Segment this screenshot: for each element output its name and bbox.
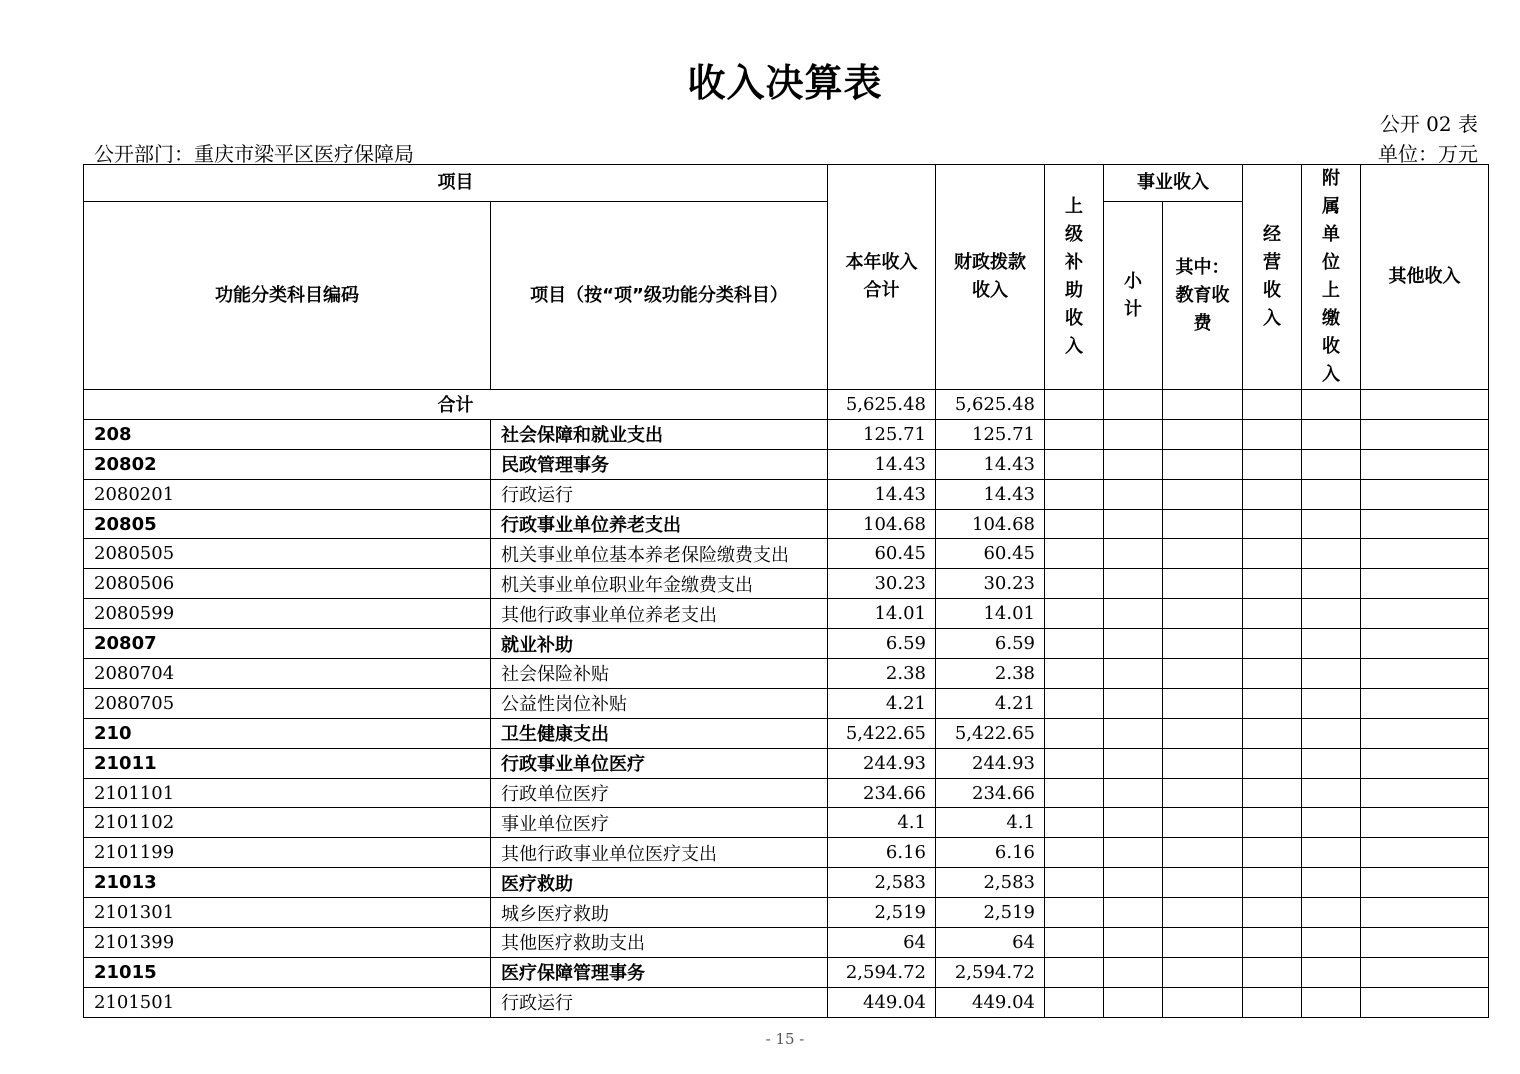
empty-cell xyxy=(1045,987,1104,1017)
empty-cell xyxy=(1302,868,1361,898)
empty-cell xyxy=(1163,928,1243,958)
row-code: 21011 xyxy=(84,748,491,778)
row-name: 行政运行 xyxy=(491,479,828,509)
table-row xyxy=(84,868,1489,898)
header-superior: 上级补助收入 xyxy=(1045,165,1104,390)
total-label: 合计 xyxy=(84,390,828,420)
empty-cell xyxy=(1361,629,1489,659)
empty-cell xyxy=(1302,957,1361,987)
row-fiscal: 2,583 xyxy=(936,868,1045,898)
row-name: 行政单位医疗 xyxy=(491,778,828,808)
empty-cell xyxy=(1104,838,1163,868)
row-name: 事业单位医疗 xyxy=(491,808,828,838)
empty-cell xyxy=(1045,778,1104,808)
empty-cell xyxy=(1045,629,1104,659)
empty-cell xyxy=(1104,688,1163,718)
row-fiscal: 4.1 xyxy=(936,808,1045,838)
row-name: 就业补助 xyxy=(491,629,828,659)
empty-cell xyxy=(1361,957,1489,987)
empty-cell xyxy=(1045,808,1104,838)
empty-cell xyxy=(1243,569,1302,599)
row-fiscal: 2,594.72 xyxy=(936,957,1045,987)
empty-cell xyxy=(1104,509,1163,539)
empty-cell xyxy=(1045,539,1104,569)
empty-cell xyxy=(1104,808,1163,838)
empty-cell xyxy=(1163,449,1243,479)
empty-cell xyxy=(1163,479,1243,509)
row-fiscal: 64 xyxy=(936,928,1045,958)
row-fiscal: 2,519 xyxy=(936,898,1045,928)
row-total: 14.01 xyxy=(828,599,936,629)
row-code: 2080704 xyxy=(84,659,491,689)
row-fiscal: 14.43 xyxy=(936,479,1045,509)
empty-cell xyxy=(1361,748,1489,778)
header-fiscal: 财政拨款收入 xyxy=(936,165,1045,390)
row-code: 21013 xyxy=(84,868,491,898)
empty-cell xyxy=(1243,419,1302,449)
row-total: 234.66 xyxy=(828,778,936,808)
row-fiscal: 244.93 xyxy=(936,748,1045,778)
row-fiscal: 5,422.65 xyxy=(936,718,1045,748)
table-row xyxy=(84,928,1489,958)
empty-cell xyxy=(1045,748,1104,778)
empty-cell xyxy=(1243,539,1302,569)
row-code: 2101399 xyxy=(84,928,491,958)
row-total: 60.45 xyxy=(828,539,936,569)
empty-cell xyxy=(1163,748,1243,778)
empty-cell xyxy=(1243,987,1302,1017)
row-code: 20805 xyxy=(84,509,491,539)
row-total: 2.38 xyxy=(828,659,936,689)
row-fiscal: 60.45 xyxy=(936,539,1045,569)
row-total: 2,519 xyxy=(828,898,936,928)
empty-cell xyxy=(1045,449,1104,479)
page-number: - 15 - xyxy=(765,1030,805,1048)
row-fiscal: 125.71 xyxy=(936,419,1045,449)
row-total: 6.59 xyxy=(828,629,936,659)
row-fiscal: 4.21 xyxy=(936,688,1045,718)
empty-cell xyxy=(1163,898,1243,928)
row-code: 21015 xyxy=(84,957,491,987)
table-row xyxy=(84,898,1489,928)
table-row xyxy=(84,718,1489,748)
row-total: 4.1 xyxy=(828,808,936,838)
empty-cell xyxy=(1243,748,1302,778)
table-row xyxy=(84,569,1489,599)
empty-cell xyxy=(1163,808,1243,838)
empty-cell xyxy=(1045,569,1104,599)
empty-cell xyxy=(1104,718,1163,748)
table-row xyxy=(84,599,1489,629)
table-row xyxy=(84,509,1489,539)
empty-cell xyxy=(1163,419,1243,449)
row-code: 2101101 xyxy=(84,778,491,808)
header-business: 事业收入 xyxy=(1104,165,1243,202)
empty-cell xyxy=(1361,928,1489,958)
empty-cell xyxy=(1302,449,1361,479)
row-code: 2101199 xyxy=(84,838,491,868)
row-total: 104.68 xyxy=(828,509,936,539)
page-title: 收入决算表 xyxy=(687,61,883,105)
empty-cell xyxy=(1104,569,1163,599)
empty-cell xyxy=(1361,898,1489,928)
header-code: 功能分类科目编码 xyxy=(84,202,491,390)
empty-cell xyxy=(1045,599,1104,629)
empty-cell xyxy=(1243,868,1302,898)
row-code: 2080201 xyxy=(84,479,491,509)
empty-cell xyxy=(1045,928,1104,958)
total-row xyxy=(84,390,1489,420)
header-total: 本年收入合计 xyxy=(828,165,936,390)
form-number: 公开 02 表 xyxy=(1379,112,1478,136)
empty-cell xyxy=(1243,688,1302,718)
empty-cell xyxy=(1045,509,1104,539)
total-amount: 5,625.48 xyxy=(828,390,936,420)
empty-cell xyxy=(1361,569,1489,599)
header-education: 其中：教育收费 xyxy=(1163,202,1243,390)
empty-cell xyxy=(1104,599,1163,629)
empty-cell xyxy=(1163,718,1243,748)
row-fiscal: 449.04 xyxy=(936,987,1045,1017)
row-fiscal: 14.43 xyxy=(936,449,1045,479)
table-row xyxy=(84,778,1489,808)
empty-cell xyxy=(1104,629,1163,659)
row-code: 2101301 xyxy=(84,898,491,928)
empty-cell xyxy=(1045,419,1104,449)
empty-cell xyxy=(1302,987,1361,1017)
row-name: 其他行政事业单位医疗支出 xyxy=(491,838,828,868)
empty-cell xyxy=(1361,778,1489,808)
row-fiscal: 2.38 xyxy=(936,659,1045,689)
row-name: 其他行政事业单位养老支出 xyxy=(491,599,828,629)
row-name: 机关事业单位基本养老保险缴费支出 xyxy=(491,539,828,569)
row-name: 医疗救助 xyxy=(491,868,828,898)
row-name: 其他医疗救助支出 xyxy=(491,928,828,958)
empty-cell xyxy=(1104,898,1163,928)
empty-cell xyxy=(1045,957,1104,987)
empty-cell xyxy=(1302,419,1361,449)
empty-cell xyxy=(1104,748,1163,778)
row-name: 公益性岗位补贴 xyxy=(491,688,828,718)
empty-cell xyxy=(1163,509,1243,539)
row-total: 6.16 xyxy=(828,838,936,868)
empty-cell xyxy=(1045,688,1104,718)
empty-cell xyxy=(1302,599,1361,629)
row-code: 2080705 xyxy=(84,688,491,718)
empty-cell xyxy=(1045,479,1104,509)
empty-cell xyxy=(1104,987,1163,1017)
row-code: 20802 xyxy=(84,449,491,479)
header-affiliated: 附属单位上缴收入 xyxy=(1302,165,1361,390)
row-code: 2101102 xyxy=(84,808,491,838)
table-row xyxy=(84,539,1489,569)
unit-label: 单位：万元 xyxy=(1378,142,1478,166)
row-fiscal: 30.23 xyxy=(936,569,1045,599)
row-code: 2080506 xyxy=(84,569,491,599)
row-code: 2080599 xyxy=(84,599,491,629)
empty-cell xyxy=(1045,868,1104,898)
empty-cell xyxy=(1302,778,1361,808)
income-table xyxy=(83,164,1489,1018)
empty-cell xyxy=(1361,479,1489,509)
row-name: 城乡医疗救助 xyxy=(491,898,828,928)
empty-cell xyxy=(1163,868,1243,898)
row-total: 5,422.65 xyxy=(828,718,936,748)
empty-cell xyxy=(1045,659,1104,689)
empty-cell xyxy=(1361,718,1489,748)
empty-cell xyxy=(1361,688,1489,718)
empty-cell xyxy=(1361,987,1489,1017)
empty-cell xyxy=(1163,838,1243,868)
empty-cell xyxy=(1243,898,1302,928)
empty-cell xyxy=(1104,928,1163,958)
empty-cell xyxy=(1243,778,1302,808)
empty-cell xyxy=(1361,599,1489,629)
row-total: 14.43 xyxy=(828,449,936,479)
empty-cell xyxy=(1361,449,1489,479)
empty-cell xyxy=(1302,688,1361,718)
empty-cell xyxy=(1163,688,1243,718)
empty-cell xyxy=(1104,419,1163,449)
empty-cell xyxy=(1243,838,1302,868)
header-subtotal: 小计 xyxy=(1104,202,1163,390)
empty-cell xyxy=(1163,599,1243,629)
table-row xyxy=(84,629,1489,659)
empty-cell xyxy=(1243,718,1302,748)
empty-cell xyxy=(1361,868,1489,898)
row-name: 行政运行 xyxy=(491,987,828,1017)
row-fiscal: 14.01 xyxy=(936,599,1045,629)
empty-cell xyxy=(1045,898,1104,928)
empty-cell xyxy=(1243,808,1302,838)
empty-cell xyxy=(1104,957,1163,987)
table-row xyxy=(84,808,1489,838)
empty-cell xyxy=(1361,509,1489,539)
empty-cell xyxy=(1243,449,1302,479)
row-name: 民政管理事务 xyxy=(491,449,828,479)
header-item: 项目（按“项”级功能分类科目） xyxy=(491,202,828,390)
row-code: 2101501 xyxy=(84,987,491,1017)
empty-cell xyxy=(1361,659,1489,689)
row-fiscal: 234.66 xyxy=(936,778,1045,808)
empty-cell xyxy=(1104,479,1163,509)
table-row xyxy=(84,748,1489,778)
empty-cell xyxy=(1302,928,1361,958)
row-name: 社会保障和就业支出 xyxy=(491,419,828,449)
row-name: 医疗保障管理事务 xyxy=(491,957,828,987)
row-total: 30.23 xyxy=(828,569,936,599)
empty-cell xyxy=(1104,868,1163,898)
table-row xyxy=(84,449,1489,479)
table-row xyxy=(84,957,1489,987)
empty-cell xyxy=(1243,599,1302,629)
empty-cell xyxy=(1302,479,1361,509)
row-name: 机关事业单位职业年金缴费支出 xyxy=(491,569,828,599)
empty-cell xyxy=(1163,987,1243,1017)
header-operating: 经营收入 xyxy=(1243,165,1302,390)
empty-cell xyxy=(1361,838,1489,868)
row-code: 208 xyxy=(84,419,491,449)
row-total: 2,583 xyxy=(828,868,936,898)
empty-cell xyxy=(1302,718,1361,748)
row-total: 244.93 xyxy=(828,748,936,778)
empty-cell xyxy=(1361,419,1489,449)
empty-cell xyxy=(1302,539,1361,569)
empty-cell xyxy=(1243,629,1302,659)
empty-cell xyxy=(1302,659,1361,689)
empty-cell xyxy=(1361,808,1489,838)
row-total: 2,594.72 xyxy=(828,957,936,987)
total-fiscal: 5,625.48 xyxy=(936,390,1045,420)
empty-cell xyxy=(1302,509,1361,539)
row-total: 14.43 xyxy=(828,479,936,509)
empty-cell xyxy=(1361,539,1489,569)
row-code: 2080505 xyxy=(84,539,491,569)
empty-cell xyxy=(1302,838,1361,868)
department-label: 公开部门：重庆市梁平区医疗保障局 xyxy=(94,142,414,166)
table-row xyxy=(84,479,1489,509)
empty-cell xyxy=(1243,659,1302,689)
table-row xyxy=(84,987,1489,1017)
row-total: 64 xyxy=(828,928,936,958)
table-row xyxy=(84,838,1489,868)
empty-cell xyxy=(1302,808,1361,838)
empty-cell xyxy=(1163,629,1243,659)
empty-cell xyxy=(1104,539,1163,569)
row-total: 125.71 xyxy=(828,419,936,449)
empty-cell xyxy=(1243,928,1302,958)
row-total: 449.04 xyxy=(828,987,936,1017)
row-code: 210 xyxy=(84,718,491,748)
empty-cell xyxy=(1104,659,1163,689)
empty-cell xyxy=(1104,778,1163,808)
row-name: 卫生健康支出 xyxy=(491,718,828,748)
empty-cell xyxy=(1243,479,1302,509)
empty-cell xyxy=(1163,957,1243,987)
empty-cell xyxy=(1045,718,1104,748)
header-other: 其他收入 xyxy=(1361,165,1489,390)
empty-cell xyxy=(1163,569,1243,599)
row-name: 社会保险补贴 xyxy=(491,659,828,689)
empty-cell xyxy=(1163,778,1243,808)
row-name: 行政事业单位养老支出 xyxy=(491,509,828,539)
table-row xyxy=(84,659,1489,689)
row-fiscal: 6.59 xyxy=(936,629,1045,659)
row-fiscal: 104.68 xyxy=(936,509,1045,539)
empty-cell xyxy=(1302,629,1361,659)
empty-cell xyxy=(1243,509,1302,539)
empty-cell xyxy=(1302,748,1361,778)
empty-cell xyxy=(1243,957,1302,987)
row-fiscal: 6.16 xyxy=(936,838,1045,868)
empty-cell xyxy=(1104,449,1163,479)
empty-cell xyxy=(1163,539,1243,569)
table-row xyxy=(84,688,1489,718)
empty-cell xyxy=(1302,569,1361,599)
header-project: 项目 xyxy=(84,165,828,202)
row-name: 行政事业单位医疗 xyxy=(491,748,828,778)
table-row xyxy=(84,419,1489,449)
empty-cell xyxy=(1302,898,1361,928)
empty-cell xyxy=(1045,838,1104,868)
empty-cell xyxy=(1163,659,1243,689)
row-total: 4.21 xyxy=(828,688,936,718)
row-code: 20807 xyxy=(84,629,491,659)
